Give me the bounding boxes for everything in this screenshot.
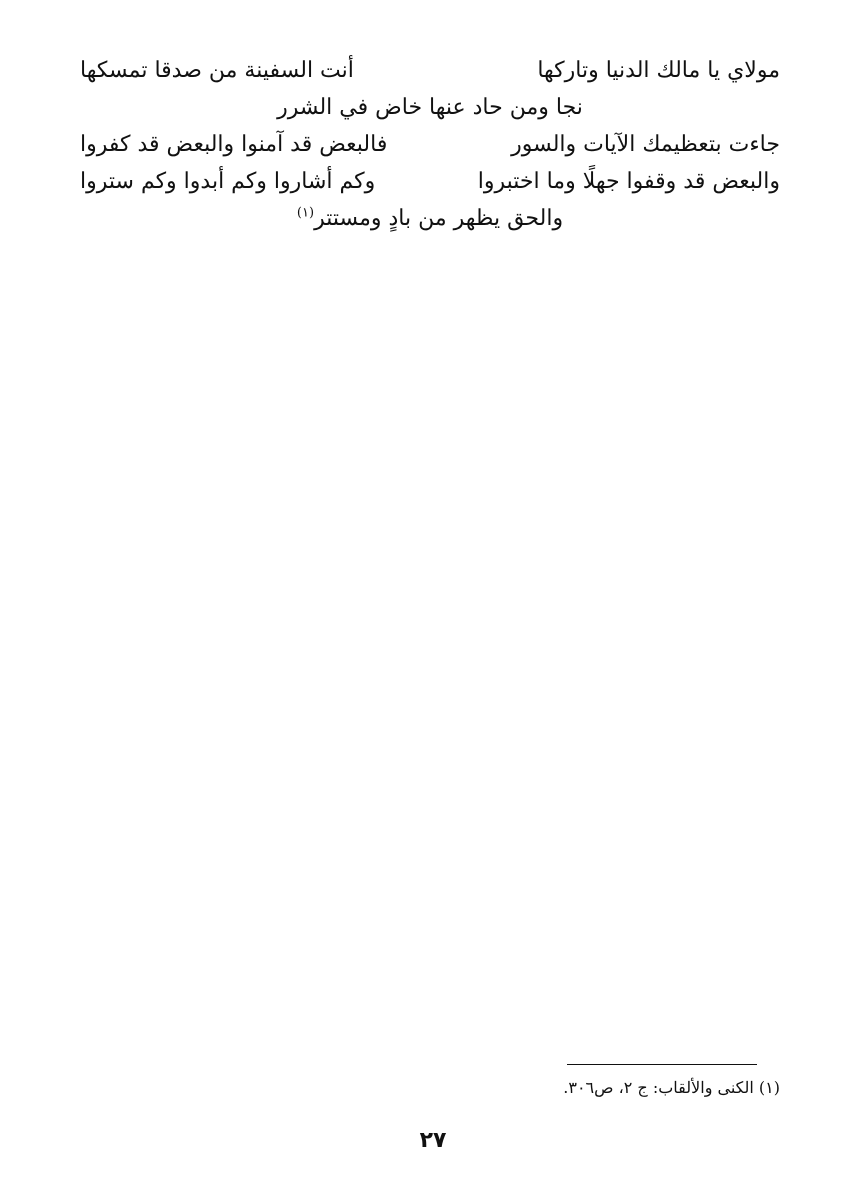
verse-1-second-hemistich: أنت السفينة من صدقا تمسكها xyxy=(80,58,354,83)
verse-3-first-hemistich: جاءت بتعظيمك الآيات والسور xyxy=(511,132,780,157)
verse-2-line: نجا ومن حاد عنها خاض في الشرر xyxy=(277,95,583,120)
poem xyxy=(80,52,780,237)
verse-4 xyxy=(80,163,780,200)
verse-3 xyxy=(80,126,780,163)
verse-4-first-hemistich: والبعض قد وقفوا جهلًا وما اختبروا xyxy=(477,169,780,194)
footnote-marker: (١) xyxy=(296,205,315,221)
verse-5 xyxy=(80,200,780,237)
verse-5-line: والحق يظهر من بادٍ ومستتر xyxy=(314,206,564,231)
footnote: (١) الكنى والألقاب: ج ٢، ص٣٠٦. xyxy=(563,1078,780,1097)
verse-4-second-hemistich: وكم أشاروا وكم أبدوا وكم ستروا xyxy=(80,169,376,194)
verse-3-second-hemistich: فالبعض قد آمنوا والبعض قد كفروا xyxy=(80,132,388,157)
verse-1 xyxy=(80,52,780,89)
verse-1-first-hemistich: مولاي يا مالك الدنيا وتاركها xyxy=(537,58,780,83)
verse-2 xyxy=(80,89,780,126)
page-number: ٢٧ xyxy=(419,1128,447,1153)
footnote-divider xyxy=(567,1064,757,1065)
